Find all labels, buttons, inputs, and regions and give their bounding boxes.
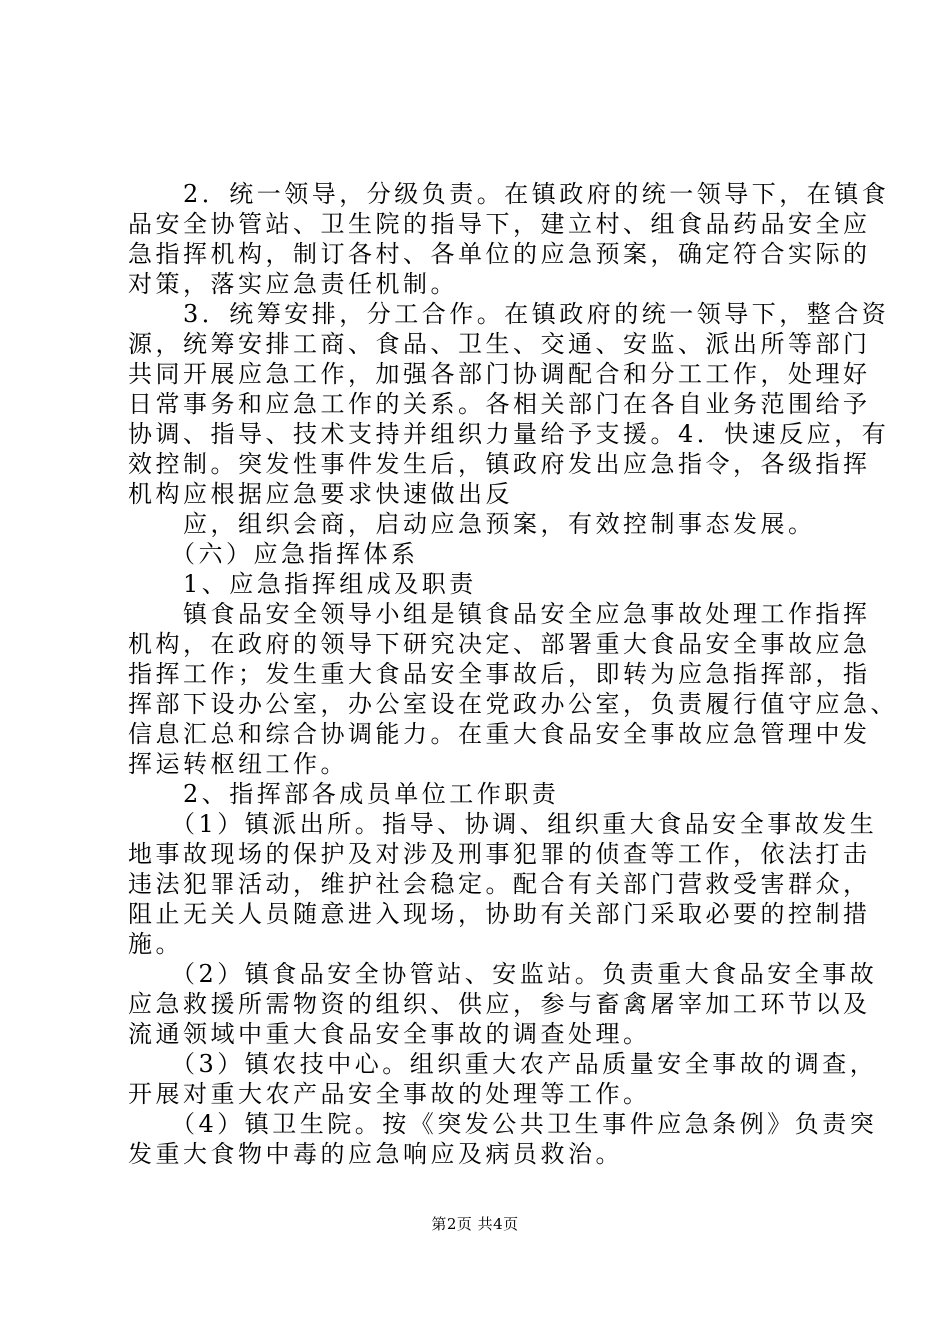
- paragraph-line: 机构应根据应急要求快速做出反: [128, 480, 513, 508]
- paragraph-line: 3．统筹安排，分工合作。在镇政府的统一领导下，整合资: [128, 300, 890, 328]
- paragraph-line: 挥部下设办公室，办公室设在党政办公室，负责履行值守应急、: [128, 690, 898, 718]
- paragraph-line: 镇食品安全领导小组是镇食品安全应急事故处理工作指挥: [128, 600, 871, 628]
- paragraph-line: 效控制。突发性事件发生后，镇政府发出应急指令，各级指挥: [128, 450, 871, 478]
- paragraph-line: 协调、指导、技术支持并组织力量给予支援。4．快速反应，有: [128, 420, 890, 448]
- paragraph-line: 2．统一领导，分级负责。在镇政府的统一领导下，在镇食: [128, 180, 890, 208]
- paragraph-line: 施。: [128, 930, 183, 958]
- paragraph-line: 信息汇总和综合协调能力。在重大食品安全事故应急管理中发: [128, 720, 871, 748]
- paragraph-line: 地事故现场的保护及对涉及刑事犯罪的侦查等工作，依法打击: [128, 840, 871, 868]
- paragraph-line: （3）镇农技中心。组织重大农产品质量安全事故的调查，: [128, 1050, 878, 1078]
- paragraph-line: 机构，在政府的领导下研究决定、部署重大食品安全事故应急: [128, 630, 871, 658]
- paragraph-line: 挥运转枢纽工作。: [128, 750, 348, 778]
- paragraph-line: 共同开展应急工作，加强各部门协调配合和分工工作，处理好: [128, 360, 871, 388]
- page-number-footer: 第2页 共4页: [431, 1215, 519, 1233]
- paragraph-line: 发重大食物中毒的应急响应及病员救治。: [128, 1140, 623, 1168]
- paragraph-line: （4）镇卫生院。按《突发公共卫生事件应急条例》负责突: [128, 1110, 878, 1138]
- paragraph-line: 违法犯罪活动，维护社会稳定。配合有关部门营救受害群众，: [128, 870, 871, 898]
- paragraph-line: 指挥工作；发生重大食品安全事故后，即转为应急指挥部，指: [128, 660, 871, 688]
- paragraph-line: 阻止无关人员随意进入现场，协助有关部门采取必要的控制措: [128, 900, 871, 928]
- paragraph-line: 应，组织会商，启动应急预案，有效控制事态发展。: [128, 510, 816, 538]
- paragraph-line: 应急救援所需物资的组织、供应，参与畜禽屠宰加工环节以及: [128, 990, 871, 1018]
- subsection-heading: 2、指挥部各成员单位工作职责: [128, 780, 560, 808]
- subsection-heading: 1、应急指挥组成及职责: [128, 570, 477, 598]
- section-heading: （六）应急指挥体系: [128, 540, 419, 568]
- paragraph-line: （1）镇派出所。指导、协调、组织重大食品安全事故发生: [128, 810, 878, 838]
- paragraph-line: （2）镇食品安全协管站、安监站。负责重大食品安全事故: [128, 960, 878, 988]
- paragraph-line: 急指挥机构，制订各村、各单位的应急预案，确定符合实际的: [128, 240, 871, 268]
- paragraph-line: 流通领域中重大食品安全事故的调查处理。: [128, 1020, 651, 1048]
- paragraph-line: 源，统筹安排工商、食品、卫生、交通、安监、派出所等部门: [128, 330, 871, 358]
- paragraph-line: 开展对重大农产品安全事故的处理等工作。: [128, 1080, 651, 1108]
- paragraph-line: 对策，落实应急责任机制。: [128, 270, 458, 298]
- paragraph-line: 品安全协管站、卫生院的指导下，建立村、组食品药品安全应: [128, 210, 871, 238]
- paragraph-line: 日常事务和应急工作的关系。各相关部门在各自业务范围给予: [128, 390, 871, 418]
